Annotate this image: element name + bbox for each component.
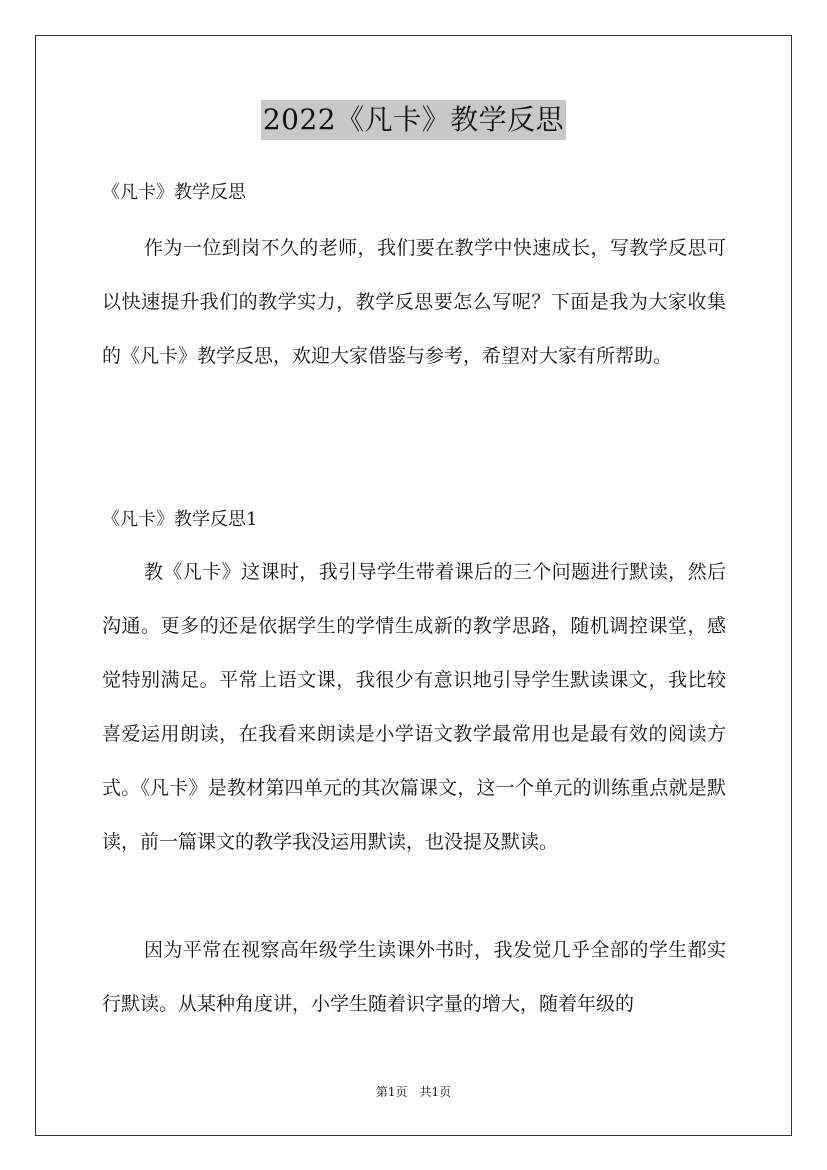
intro-heading: 《凡卡》教学反思 (102, 182, 246, 203)
page-footer: 第1页 共1页 (375, 1085, 452, 1099)
section1-paragraph-1: 教《凡卡》这课时，我引导学生带着课后的三个问题进行默读，然后沟通。更多的还是依据学生的学情生成新的教学思路，随机调控课堂，感觉特别满足。平常上语文课，我很少有意识地引导学生默读课文，我比较喜爱运用朗读，在我看来朗读是小学语文教学最常用也是最有效的阅读方式。《凡卡》是教材第四单元的其次篇课文，这一个单元的训练重点就是默读，前一篇课文的教学我没运用默读，也没提及默读。 (102, 561, 726, 853)
title-wrap (0, 100, 827, 140)
section1-heading: 《凡卡》教学反思1 (102, 509, 258, 530)
intro-paragraph: 作为一位到岗不久的老师，我们要在教学中快速成长，写教学反思可以快速提升我们的教学实力，教学反思要怎么写呢？下面是我为大家收集的《凡卡》教学反思，欢迎大家借鉴与参考，希望对大家有所帮助。 (102, 237, 726, 367)
document-title: 2022《凡卡》教学反思 (261, 100, 566, 140)
section1-paragraph-2: 因为平常在视察高年级学生读课外书时，我发觉几乎全部的学生都实行默读。从某种角度讲，小学生随着识字量的增大，随着年级的 (102, 939, 726, 1015)
